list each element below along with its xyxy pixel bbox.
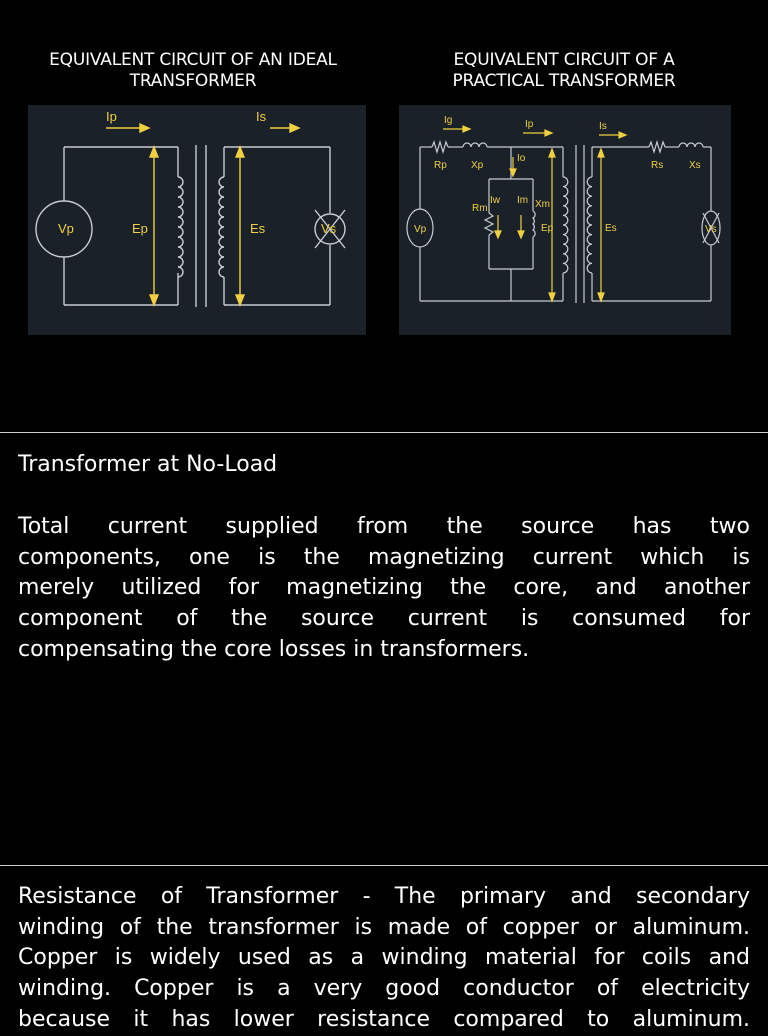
practical-label-xs: Xs xyxy=(689,160,701,171)
practical-label-es: Es xyxy=(605,223,617,234)
resistance-line-3: Copper is widely used as a winding material for coils and xyxy=(18,945,750,971)
practical-label-iw: Iw xyxy=(490,195,500,206)
slide-resistance xyxy=(0,866,768,1032)
resistance-line-1: Resistance of Transformer - The primary and secondary xyxy=(18,884,750,909)
ideal-label-ep: Ep xyxy=(132,221,148,236)
practical-circuit-caption xyxy=(398,50,730,92)
practical-label-is: Is xyxy=(599,121,607,132)
slide-no-load xyxy=(0,434,768,864)
slide-equivalent-circuits xyxy=(0,0,768,432)
practical-caption-line-2: PRACTICAL TRANSFORMER xyxy=(452,71,676,91)
no-load-line-3: merely utilized for magnetizing the core, and another xyxy=(18,575,750,601)
practical-label-vs: Vs xyxy=(705,224,717,235)
no-load-line-5: compensating the core losses in transformers. xyxy=(18,636,530,662)
practical-label-xm: Xm xyxy=(535,199,550,210)
ideal-circuit-caption xyxy=(22,50,364,92)
no-load-line-2: components, one is the magnetizing current which is xyxy=(18,544,750,570)
practical-label-ep: Ep xyxy=(541,223,554,234)
practical-label-ip: Ip xyxy=(525,119,534,130)
ideal-label-es: Es xyxy=(250,221,266,236)
ideal-label-ip: Ip xyxy=(106,109,117,124)
slide-divider-1 xyxy=(0,432,768,433)
practical-label-rp: Rp xyxy=(434,160,447,171)
ideal-label-is: Is xyxy=(256,109,267,124)
ideal-caption-line-2: TRANSFORMER xyxy=(129,71,257,91)
resistance-paragraph xyxy=(18,882,750,1036)
no-load-line-4: component of the source current is consumed for xyxy=(18,606,750,632)
no-load-heading: Transformer at No-Load xyxy=(18,452,278,477)
ideal-label-vs: Vs xyxy=(321,221,337,236)
no-load-paragraph xyxy=(18,512,750,666)
practical-label-io: Io xyxy=(517,153,526,164)
practical-circuit-diagram xyxy=(399,105,731,335)
practical-label-xp: Xp xyxy=(471,160,484,171)
no-load-line-1: Total current supplied from the source has two xyxy=(18,514,750,539)
practical-label-ig: Ig xyxy=(444,115,453,126)
practical-label-rs: Rs xyxy=(651,160,664,171)
resistance-line-5: because it has lower resistance compared to aluminum. xyxy=(18,1006,750,1032)
resistance-line-2: winding of the transformer is made of copper or aluminum. xyxy=(18,914,750,940)
practical-label-vp: Vp xyxy=(414,224,427,235)
ideal-label-vp: Vp xyxy=(58,221,74,236)
ideal-caption-line-1: EQUIVALENT CIRCUIT OF AN IDEAL xyxy=(49,50,337,70)
practical-caption-line-1: EQUIVALENT CIRCUIT OF A xyxy=(453,50,675,70)
practical-label-im: Im xyxy=(517,195,529,206)
ideal-circuit-diagram xyxy=(28,105,366,335)
resistance-line-4: winding. Copper is a very good conductor of electricity xyxy=(18,976,750,1002)
practical-label-rm: Rm xyxy=(472,203,488,214)
